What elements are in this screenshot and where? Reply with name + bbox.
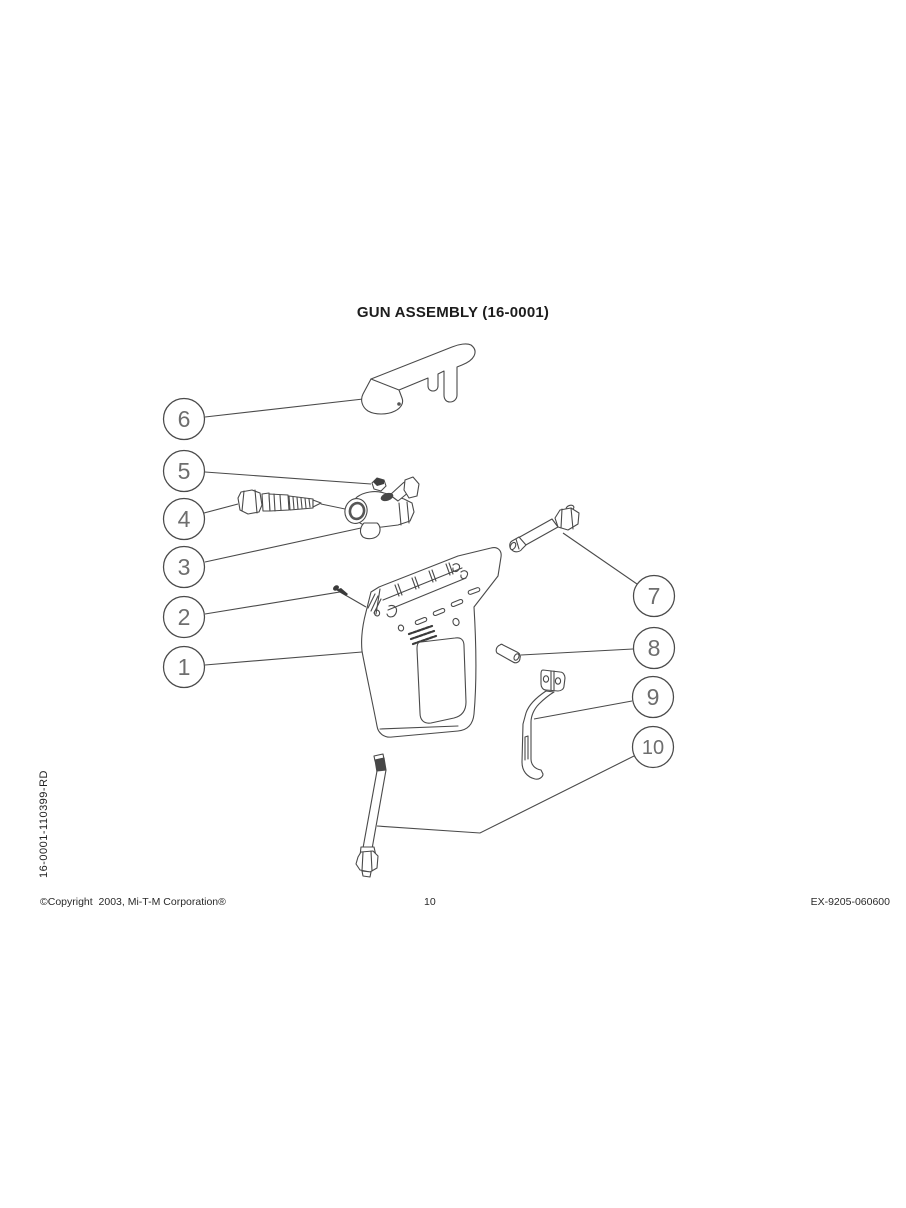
- side-document-code: 16-0001-110399-RD: [38, 770, 50, 878]
- part-5-plug: [372, 478, 386, 491]
- footer-doc-code: EX-9205-060600: [810, 896, 890, 908]
- part-2-screw: [332, 584, 348, 596]
- part-1-gun-body: [362, 548, 502, 738]
- callout-4-label: 4: [177, 506, 191, 532]
- callout-7-label: 7: [647, 583, 661, 609]
- part-6-gun-cover: [362, 344, 475, 414]
- callout-10-leader: [377, 756, 634, 833]
- callout-7-leader: [563, 533, 637, 584]
- callout-8-label: 8: [647, 635, 661, 661]
- part-10-lance-tube: [356, 754, 386, 877]
- callout-3-leader: [205, 528, 361, 562]
- callout-9-leader: [534, 701, 632, 719]
- parts-artwork: [238, 344, 579, 877]
- callout-1-label: 1: [177, 654, 191, 680]
- part-7-inlet-fitting: [509, 504, 579, 552]
- callout-2-leader: [205, 592, 366, 614]
- part-4-valve-cartridge: [238, 490, 345, 514]
- part-8-trigger-pin: [496, 644, 520, 663]
- callout-1-leader: [205, 652, 362, 665]
- callout-8-leader: [521, 649, 633, 655]
- callout-9-label: 9: [646, 684, 660, 710]
- callout-5-leader: [205, 472, 371, 484]
- callout-4-leader: [204, 504, 238, 513]
- callout-3-label: 3: [177, 554, 191, 580]
- callout-10-label: 10: [641, 737, 665, 759]
- callout-2-label: 2: [177, 604, 191, 630]
- callout-5-label: 5: [177, 458, 191, 484]
- callout-6-label: 6: [177, 406, 191, 432]
- part-9-trigger: [522, 670, 565, 779]
- page-title: GUN ASSEMBLY (16-0001): [356, 304, 550, 321]
- footer-page-number: 10: [424, 896, 436, 908]
- callout-6-leader: [205, 398, 372, 417]
- footer-copyright: ©Copyright 2003, Mi-T-M Corporation®: [40, 896, 226, 908]
